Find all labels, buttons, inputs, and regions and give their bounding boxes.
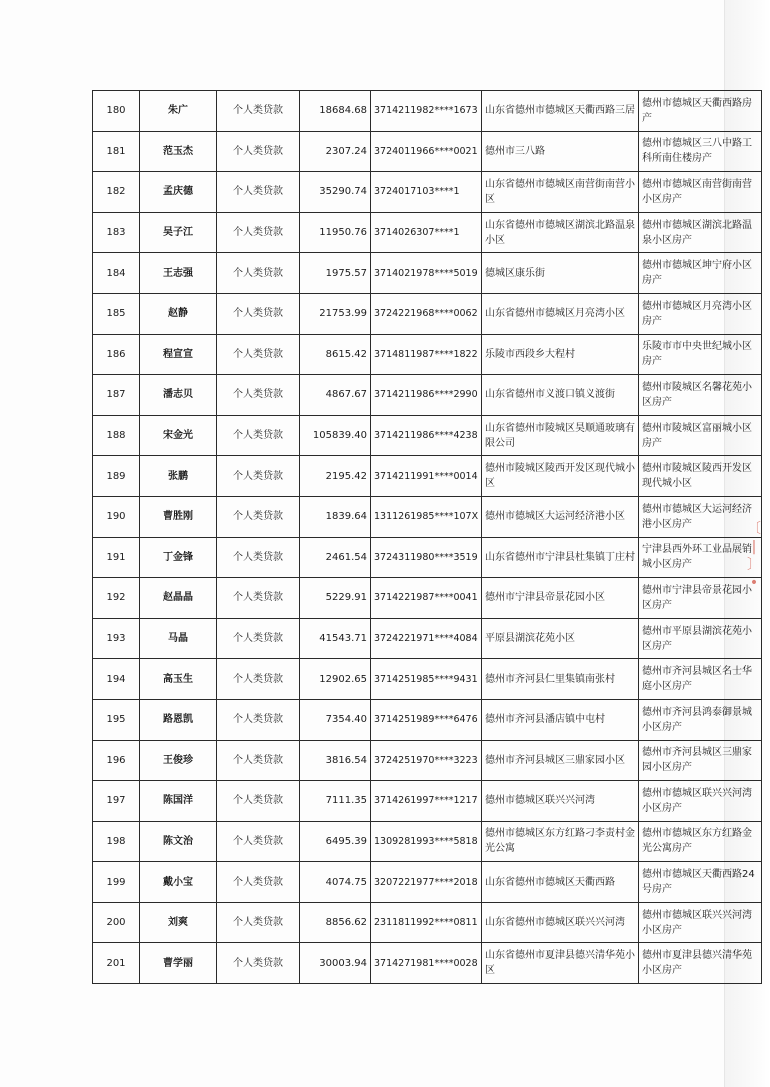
table-row [93,699,762,740]
table-row [93,212,762,253]
address-cell: 德州市德城区联兴兴河湾 [482,781,639,822]
table-row [93,659,762,700]
id-number-cell: 3714211982****1673 [371,91,482,132]
row-number-cell: 193 [93,618,140,659]
loan-amount-cell: 7354.40 [300,699,371,740]
loan-type-cell: 个人类贷款 [217,659,300,700]
loan-amount-cell: 4867.67 [300,375,371,416]
row-number-cell: 192 [93,578,140,619]
table-row [93,781,762,822]
property-cell: 德州市德城区联兴兴河湾小区房产 [639,781,762,822]
loan-type-cell: 个人类贷款 [217,578,300,619]
loan-amount-cell: 41543.71 [300,618,371,659]
table-row [93,943,762,984]
loan-amount-cell: 11950.76 [300,212,371,253]
borrower-name-cell: 丁金锋 [140,537,217,578]
loan-table [92,90,762,984]
table-row [93,821,762,862]
address-cell: 山东省德州市德城区天衢西路三居 [482,91,639,132]
row-number-cell: 200 [93,902,140,943]
loan-type-cell: 个人类贷款 [217,537,300,578]
address-cell: 山东省德州市德城区湖滨北路温泉小区 [482,212,639,253]
loan-amount-cell: 7111.35 [300,781,371,822]
table-row [93,172,762,213]
address-cell: 山东省德州市德城区月亮湾小区 [482,293,639,334]
loan-amount-cell: 8615.42 [300,334,371,375]
borrower-name-cell: 赵静 [140,293,217,334]
loan-amount-cell: 30003.94 [300,943,371,984]
row-number-cell: 196 [93,740,140,781]
property-cell: 德州市齐河县城区名士华庭小区房产 [639,659,762,700]
table-row [93,415,762,456]
property-cell: 德州市齐河县城区三鼎家园小区房产 [639,740,762,781]
row-number-cell: 186 [93,334,140,375]
address-cell: 德州市齐河县城区三鼎家园小区 [482,740,639,781]
property-cell: 德州市夏津县德兴清华苑小区房产 [639,943,762,984]
address-cell: 山东省德州市德城区联兴兴河湾 [482,902,639,943]
row-number-cell: 199 [93,862,140,903]
table-row [93,537,762,578]
address-cell: 山东省德州市德城区天衢西路 [482,862,639,903]
borrower-name-cell: 吴子江 [140,212,217,253]
row-number-cell: 197 [93,781,140,822]
loan-type-cell: 个人类贷款 [217,212,300,253]
row-number-cell: 195 [93,699,140,740]
id-number-cell: 3714026307****1 [371,212,482,253]
row-number-cell: 184 [93,253,140,294]
table-row [93,902,762,943]
row-number-cell: 198 [93,821,140,862]
property-cell: 德州市德城区大运河经济港小区房产 [639,496,762,537]
address-cell: 山东省德州市德城区南营街南营小区 [482,172,639,213]
row-number-cell: 191 [93,537,140,578]
borrower-name-cell: 马晶 [140,618,217,659]
loan-amount-cell: 12902.65 [300,659,371,700]
loan-amount-cell: 105839.40 [300,415,371,456]
address-cell: 乐陵市西段乡大程村 [482,334,639,375]
property-cell: 德州市德城区三八中路工科所南住楼房产 [639,131,762,172]
loan-type-cell: 个人类贷款 [217,131,300,172]
loan-amount-cell: 3816.54 [300,740,371,781]
loan-type-cell: 个人类贷款 [217,902,300,943]
row-number-cell: 189 [93,456,140,497]
loan-type-cell: 个人类贷款 [217,456,300,497]
address-cell: 德州市德城区大运河经济港小区 [482,496,639,537]
property-cell: 德州市陵城区陵西开发区现代城小区 [639,456,762,497]
loan-amount-cell: 1975.57 [300,253,371,294]
loan-amount-cell: 18684.68 [300,91,371,132]
borrower-name-cell: 高玉生 [140,659,217,700]
loan-type-cell: 个人类贷款 [217,172,300,213]
row-number-cell: 188 [93,415,140,456]
id-number-cell: 3724251970****3223 [371,740,482,781]
table-row [93,253,762,294]
table-row [93,618,762,659]
property-cell: 德州市陵城区富丽城小区房产 [639,415,762,456]
id-number-cell: 3714221987****0041 [371,578,482,619]
id-number-cell: 3714251989****6476 [371,699,482,740]
table-row [93,293,762,334]
table-row [93,496,762,537]
id-number-cell: 3714211991****0014 [371,456,482,497]
address-cell: 山东省德州市宁津县杜集镇丁庄村 [482,537,639,578]
id-number-cell: 3714811987****1822 [371,334,482,375]
loan-type-cell: 个人类贷款 [217,699,300,740]
address-cell: 德州市三八路 [482,131,639,172]
id-number-cell: 3724221971****4084 [371,618,482,659]
loan-table-body [93,91,762,984]
borrower-name-cell: 刘爽 [140,902,217,943]
address-cell: 平原县湖滨花苑小区 [482,618,639,659]
table-row [93,456,762,497]
property-cell: 德州市宁津县帝景花园小区房产 [639,578,762,619]
address-cell: 山东省德州市义渡口镇义渡街 [482,375,639,416]
property-cell: 德州市德城区东方红路金光公寓房产 [639,821,762,862]
loan-type-cell: 个人类贷款 [217,618,300,659]
property-cell: 宁津县西外环工业品展销城小区房产 [639,537,762,578]
borrower-name-cell: 张鹏 [140,456,217,497]
borrower-name-cell: 戴小宝 [140,862,217,903]
borrower-name-cell: 王俊珍 [140,740,217,781]
row-number-cell: 185 [93,293,140,334]
borrower-name-cell: 潘志贝 [140,375,217,416]
id-number-cell: 1311261985****107X [371,496,482,537]
loan-amount-cell: 35290.74 [300,172,371,213]
address-cell: 德州市齐河县潘店镇中屯村 [482,699,639,740]
loan-amount-cell: 2307.24 [300,131,371,172]
id-number-cell: 1309281993****5818 [371,821,482,862]
table-row [93,862,762,903]
property-cell: 德州市德城区坤宁府小区房产 [639,253,762,294]
id-number-cell: 3714021978****5019 [371,253,482,294]
table-row [93,740,762,781]
row-number-cell: 181 [93,131,140,172]
address-cell: 德州市德城区东方红路刁李责村金光公寓 [482,821,639,862]
loan-amount-cell: 2461.54 [300,537,371,578]
table-row [93,91,762,132]
borrower-name-cell: 孟庆德 [140,172,217,213]
row-number-cell: 183 [93,212,140,253]
id-number-cell: 3724221968****0062 [371,293,482,334]
table-row [93,578,762,619]
loan-type-cell: 个人类贷款 [217,253,300,294]
id-number-cell: 3714211986****2990 [371,375,482,416]
loan-type-cell: 个人类贷款 [217,334,300,375]
borrower-name-cell: 范玉杰 [140,131,217,172]
id-number-cell: 3724311980****3519 [371,537,482,578]
borrower-name-cell: 程宣宣 [140,334,217,375]
row-number-cell: 182 [93,172,140,213]
id-number-cell: 3714251985****9431 [371,659,482,700]
property-cell: 德州市陵城区名馨花苑小区房产 [639,375,762,416]
loan-amount-cell: 8856.62 [300,902,371,943]
address-cell: 德州市齐河县仁里集镇南张村 [482,659,639,700]
borrower-name-cell: 曹学丽 [140,943,217,984]
address-cell: 德城区康乐街 [482,253,639,294]
borrower-name-cell: 路恩凯 [140,699,217,740]
borrower-name-cell: 陈文治 [140,821,217,862]
loan-amount-cell: 2195.42 [300,456,371,497]
loan-amount-cell: 5229.91 [300,578,371,619]
row-number-cell: 194 [93,659,140,700]
loan-type-cell: 个人类贷款 [217,415,300,456]
seal-fragment: 〔 | 〕 • [747,521,761,591]
property-cell: 德州市德城区南营街南营小区房产 [639,172,762,213]
address-cell: 山东省德州市夏津县德兴清华苑小区 [482,943,639,984]
address-cell: 德州市宁津县帝景花园小区 [482,578,639,619]
row-number-cell: 190 [93,496,140,537]
property-cell: 德州市平原县湖滨花苑小区房产 [639,618,762,659]
id-number-cell: 3724017103****1 [371,172,482,213]
property-cell: 乐陵市市中央世纪城小区房产 [639,334,762,375]
loan-type-cell: 个人类贷款 [217,862,300,903]
loan-type-cell: 个人类贷款 [217,293,300,334]
id-number-cell: 3207221977****2018 [371,862,482,903]
loan-type-cell: 个人类贷款 [217,781,300,822]
loan-type-cell: 个人类贷款 [217,91,300,132]
borrower-name-cell: 赵晶晶 [140,578,217,619]
row-number-cell: 187 [93,375,140,416]
id-number-cell: 2311811992****0811 [371,902,482,943]
borrower-name-cell: 曹胜刚 [140,496,217,537]
property-cell: 德州市德城区天衢西路房产 [639,91,762,132]
property-cell: 德州市德城区月亮湾小区房产 [639,293,762,334]
address-cell: 德州市陵城区陵西开发区现代城小区 [482,456,639,497]
loan-type-cell: 个人类贷款 [217,943,300,984]
loan-type-cell: 个人类贷款 [217,821,300,862]
loan-type-cell: 个人类贷款 [217,496,300,537]
borrower-name-cell: 宋金光 [140,415,217,456]
loan-amount-cell: 6495.39 [300,821,371,862]
borrower-name-cell: 陈国洋 [140,781,217,822]
property-cell: 德州市德城区天衢西路24号房产 [639,862,762,903]
loan-amount-cell: 21753.99 [300,293,371,334]
address-cell: 山东省德州市陵城区昊顺通玻璃有限公司 [482,415,639,456]
id-number-cell: 3714271981****0028 [371,943,482,984]
id-number-cell: 3714261997****1217 [371,781,482,822]
id-number-cell: 3714211986****4238 [371,415,482,456]
loan-amount-cell: 4074.75 [300,862,371,903]
row-number-cell: 201 [93,943,140,984]
table-row [93,334,762,375]
property-cell: 德州市齐河县鸿泰御景城小区房产 [639,699,762,740]
property-cell: 德州市德城区联兴兴河湾小区房产 [639,902,762,943]
table-row [93,375,762,416]
loan-type-cell: 个人类贷款 [217,740,300,781]
property-cell: 德州市德城区湖滨北路温泉小区房产 [639,212,762,253]
row-number-cell: 180 [93,91,140,132]
id-number-cell: 3724011966****0021 [371,131,482,172]
loan-type-cell: 个人类贷款 [217,375,300,416]
loan-amount-cell: 1839.64 [300,496,371,537]
borrower-name-cell: 朱广 [140,91,217,132]
table-row [93,131,762,172]
borrower-name-cell: 王志强 [140,253,217,294]
